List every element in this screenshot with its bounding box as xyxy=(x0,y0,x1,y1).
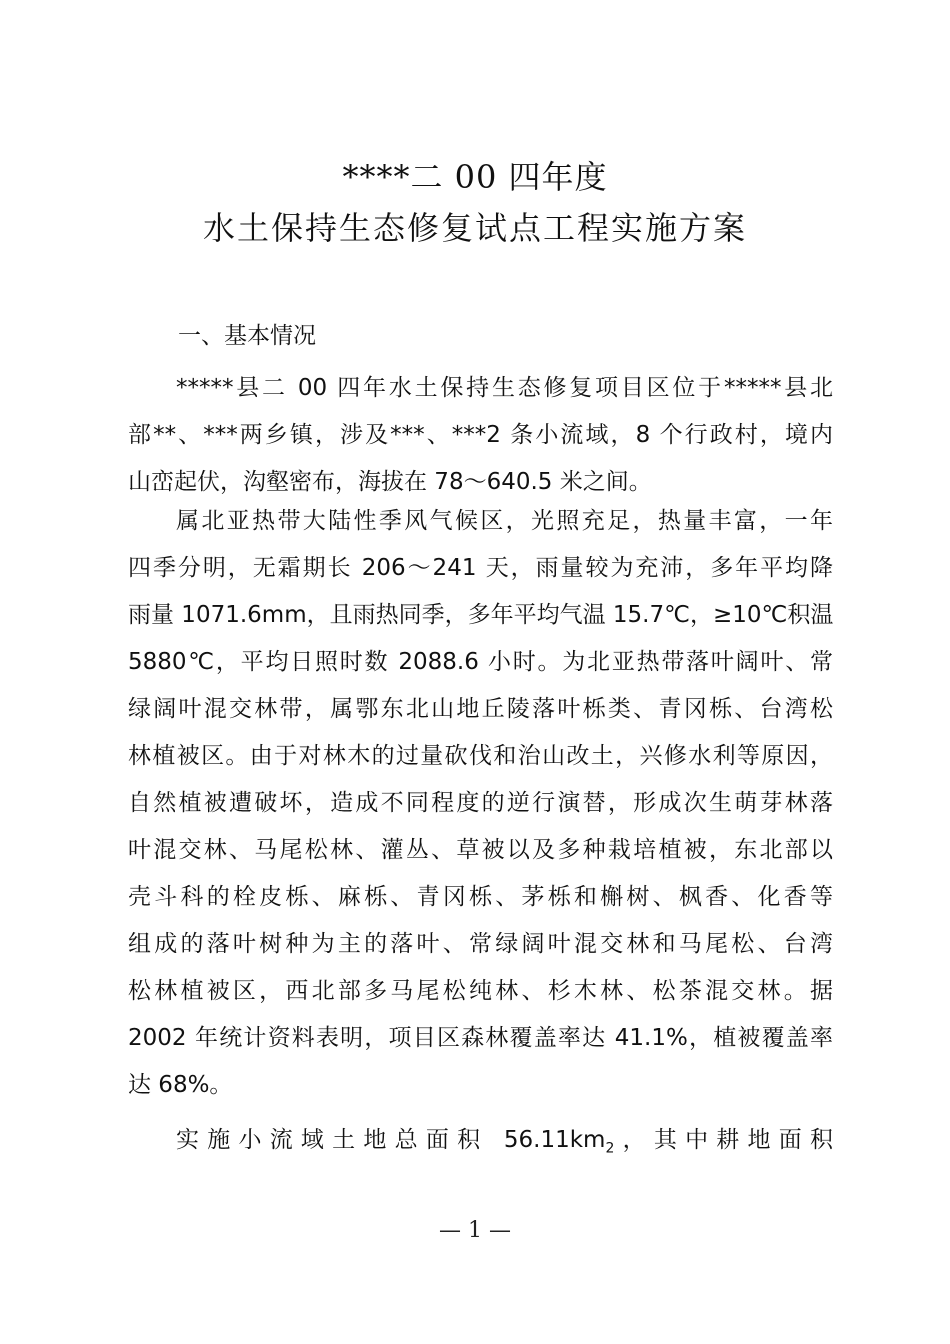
paragraph-climate-vegetation xyxy=(128,498,833,1109)
paragraph-line: 绿阔叶混交林带，属鄂东北山地丘陵落叶栎类、青冈栎、台湾松 xyxy=(128,696,833,722)
document-title-line1: ****二 00 四年度 xyxy=(342,158,608,196)
paragraph-line: 山峦起伏，沟壑密布，海拔在 78～640.5 米之间。 xyxy=(128,469,652,495)
paragraph-location xyxy=(128,365,833,506)
paragraph-line: 达 68%。 xyxy=(128,1072,233,1098)
area-unit-subscript: 2 xyxy=(605,1140,615,1157)
paragraph-line: 四季分明，无霜期长 206～241 天，雨量较为充沛，多年平均降 xyxy=(128,555,833,581)
paragraph-line: 壳斗科的栓皮栎、麻栎、青冈栎、茅栎和槲树、枫香、化香等 xyxy=(128,884,833,910)
paragraph-line: 属北亚热带大陆性季风气候区，光照充足，热量丰富，一年 xyxy=(176,508,833,534)
section-heading: 一、基本情况 xyxy=(178,323,316,349)
page-number: — 1 — xyxy=(439,1218,511,1243)
paragraph-line: 部**、***两乡镇，涉及***、***2 条小流域，8 个行政村，境内 xyxy=(128,422,833,448)
paragraph-line: 自然植被遭破坏，造成不同程度的逆行演替，形成次生萌芽林落 xyxy=(128,790,833,816)
paragraph-area xyxy=(128,1117,833,1164)
paragraph-line: 2002 年统计资料表明，项目区森林覆盖率达 41.1%，植被覆盖率 xyxy=(128,1025,833,1051)
area-text-end: ，其中耕地面积 xyxy=(614,1127,833,1153)
paragraph-line xyxy=(128,1117,833,1164)
paragraph-line: 松林植被区，西北部多马尾松纯林、杉木林、松茶混交林。据 xyxy=(128,978,833,1004)
area-text-start: 实施小流域土地总面积 56.11km xyxy=(176,1127,606,1153)
paragraph-line: *****县二 00 四年水土保持生态修复项目区位于*****县北 xyxy=(176,375,833,401)
paragraph-line: 林植被区。由于对林木的过量砍伐和治山改土，兴修水利等原因， xyxy=(128,743,833,769)
paragraph-line: 叶混交林、马尾松林、灌丛、草被以及多种栽培植被，东北部以 xyxy=(128,837,833,863)
paragraph-line: 5880℃，平均日照时数 2088.6 小时。为北亚热带落叶阔叶、常 xyxy=(128,649,833,675)
paragraph-line: 组成的落叶树种为主的落叶、常绿阔叶混交林和马尾松、台湾 xyxy=(128,931,833,957)
paragraph-line: 雨量 1071.6mm，且雨热同季，多年平均气温 15.7℃，≥10℃积温 xyxy=(128,602,833,628)
document-title-line2: 水土保持生态修复试点工程实施方案 xyxy=(202,209,747,247)
